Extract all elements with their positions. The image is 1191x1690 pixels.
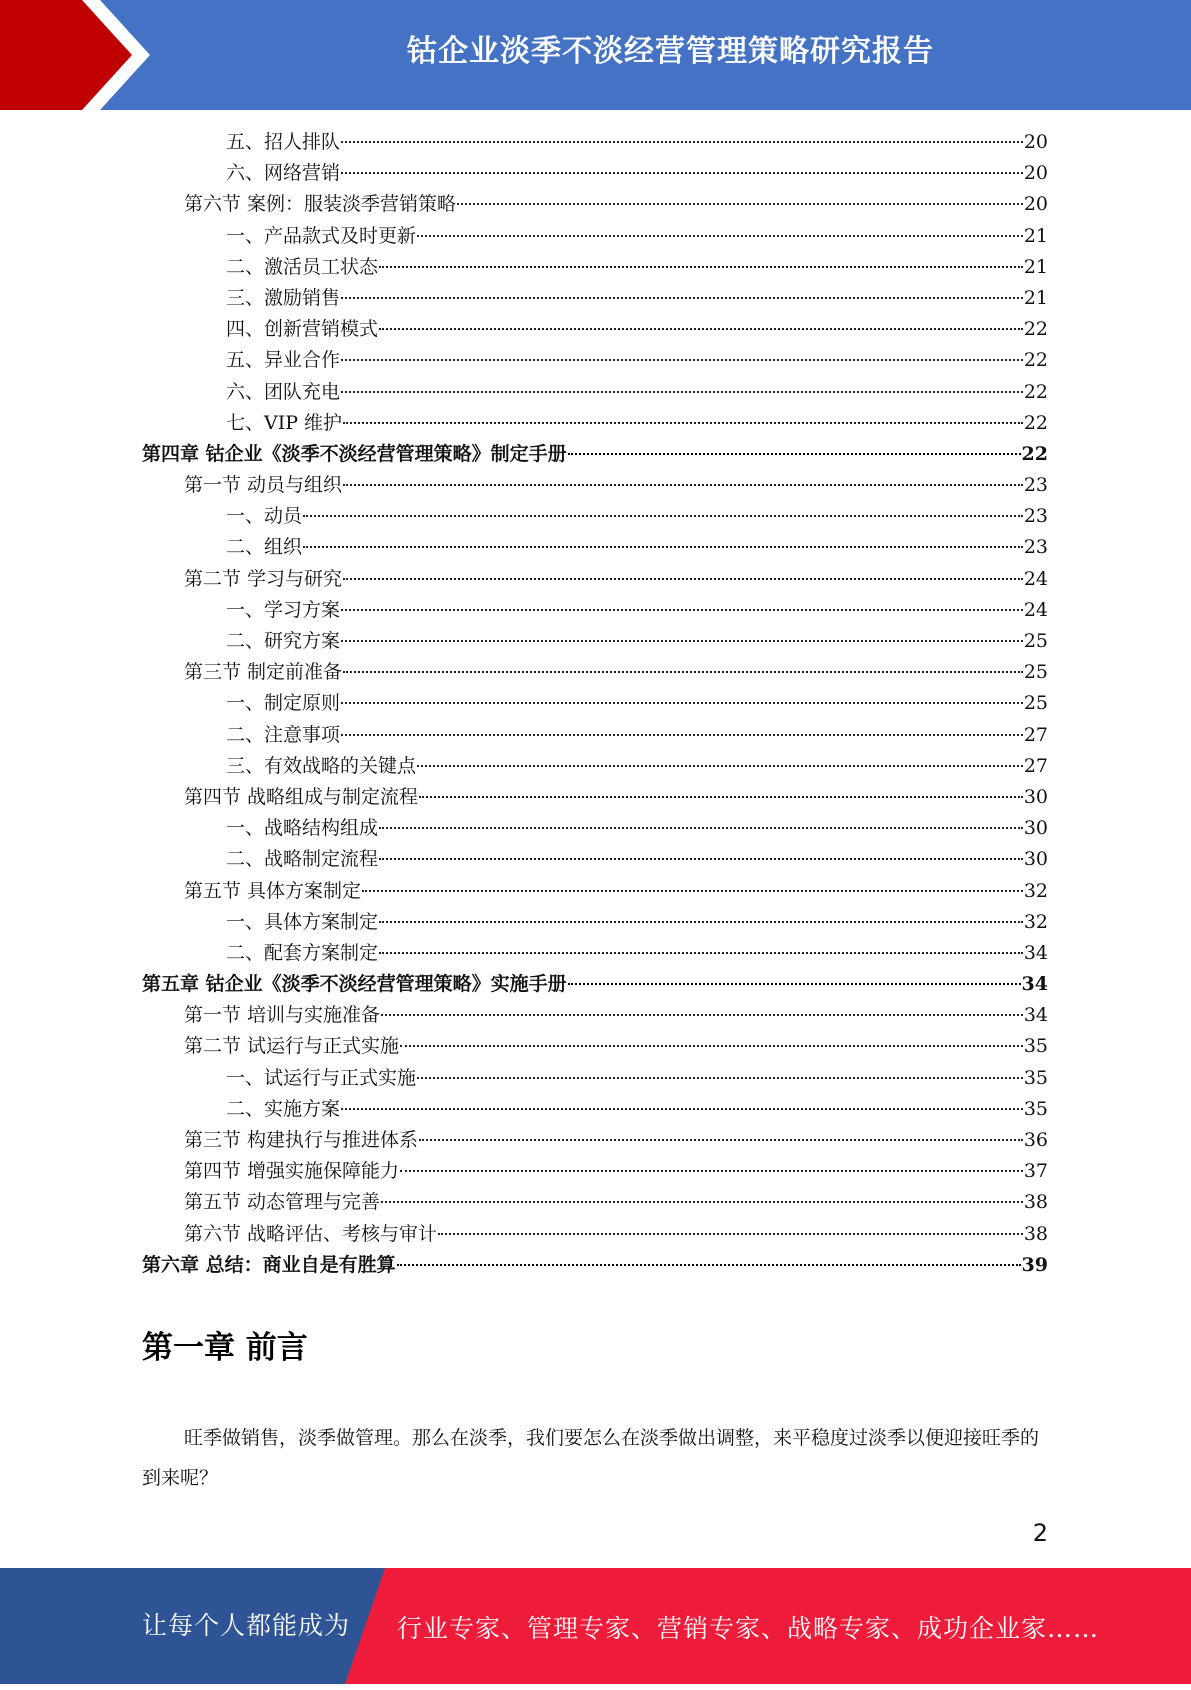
toc-dot-leader xyxy=(341,1108,1023,1110)
toc-entry-page: 21 xyxy=(1023,255,1048,278)
toc-entry[interactable] xyxy=(142,688,1048,719)
toc-dot-leader xyxy=(419,1139,1023,1141)
toc-entry[interactable] xyxy=(142,1187,1048,1218)
toc-entry-label: 六、网络营销 xyxy=(226,162,341,185)
toc-entry-label: 五、招人排队 xyxy=(226,131,341,153)
toc-entry-page: 22 xyxy=(1021,442,1048,465)
toc-entry[interactable] xyxy=(142,1156,1048,1187)
toc-dot-leader xyxy=(362,890,1023,892)
toc-entry-page: 38 xyxy=(1023,1222,1048,1245)
toc-entry-label: 四、创新营销模式 xyxy=(226,318,379,341)
toc-entry-page: 20 xyxy=(1023,193,1048,216)
toc-entry-page: 22 xyxy=(1023,349,1048,372)
toc-dot-leader xyxy=(341,359,1023,361)
page-number: 2 xyxy=(1032,1519,1048,1547)
toc-entry-page: 25 xyxy=(1023,692,1048,715)
toc-dot-leader xyxy=(379,328,1023,330)
toc-entry-label: 二、激活员工状态 xyxy=(226,255,379,278)
toc-entry-label: 第六节 战略评估、考核与审计 xyxy=(184,1222,438,1245)
toc-dot-leader xyxy=(341,734,1023,736)
toc-entry[interactable] xyxy=(142,1031,1048,1062)
toc-entry-page: 22 xyxy=(1023,380,1048,403)
toc-entry-label: 第二节 试运行与正式实施 xyxy=(184,1035,400,1058)
toc-entry[interactable] xyxy=(142,938,1048,969)
toc-entry-label: 五、异业合作 xyxy=(226,349,341,372)
toc-entry[interactable] xyxy=(142,532,1048,563)
toc-dot-leader xyxy=(400,1045,1023,1047)
toc-entry-label: 第四节 增强实施保障能力 xyxy=(184,1160,400,1183)
toc-dot-leader xyxy=(379,858,1023,860)
toc-dot-leader xyxy=(457,203,1023,205)
toc-dot-leader xyxy=(343,422,1023,424)
toc-entry-page: 30 xyxy=(1023,817,1048,840)
toc-dot-leader xyxy=(341,141,1023,143)
toc-entry-page: 21 xyxy=(1023,286,1048,309)
toc-entry-label: 第一节 动员与组织 xyxy=(184,474,343,497)
toc-entry[interactable] xyxy=(142,158,1048,189)
toc-entry-page: 23 xyxy=(1023,474,1048,497)
toc-dot-leader xyxy=(341,297,1023,299)
toc-dot-leader xyxy=(381,1201,1023,1203)
toc-entry[interactable] xyxy=(142,657,1048,688)
toc-dot-leader xyxy=(341,640,1023,642)
toc-entry[interactable] xyxy=(142,439,1048,470)
toc-entry-page: 23 xyxy=(1023,505,1048,528)
toc-entry[interactable] xyxy=(142,221,1048,252)
toc-entry[interactable] xyxy=(142,751,1048,782)
toc-entry-page: 24 xyxy=(1023,567,1048,590)
toc-entry-label: 一、产品款式及时更新 xyxy=(226,224,417,247)
footer-slogan-right: 行业专家、管理专家、营销专家、战略专家、成功企业家…… xyxy=(397,1614,1100,1643)
page-footer xyxy=(0,1568,1191,1684)
toc-entry-page: 34 xyxy=(1023,941,1048,964)
toc-entry[interactable] xyxy=(142,1000,1048,1031)
toc-entry-label: 一、制定原则 xyxy=(226,692,341,715)
header-red-arrow-decoration xyxy=(0,0,140,110)
toc-entry[interactable] xyxy=(142,1219,1048,1250)
toc-entry-label: 第二节 学习与研究 xyxy=(184,567,343,590)
toc-dot-leader xyxy=(379,952,1023,954)
toc-entry-label: 第三节 构建执行与推进体系 xyxy=(184,1129,419,1151)
toc-entry-page: 35 xyxy=(1023,1035,1048,1058)
page-header xyxy=(0,0,1191,110)
toc-entry-page: 23 xyxy=(1023,536,1048,559)
toc-entry[interactable] xyxy=(142,595,1048,626)
toc-entry[interactable] xyxy=(142,252,1048,283)
toc-entry[interactable] xyxy=(142,470,1048,501)
toc-dot-leader xyxy=(438,1233,1023,1235)
toc-entry[interactable] xyxy=(142,1094,1048,1125)
toc-entry-page: 32 xyxy=(1023,910,1048,933)
footer-slogan-left: 让每个人都能成为 xyxy=(142,1611,351,1640)
toc-dot-leader xyxy=(341,609,1023,611)
toc-entry-label: 二、战略制定流程 xyxy=(226,848,379,871)
toc-entry[interactable] xyxy=(142,314,1048,345)
toc-entry-page: 22 xyxy=(1023,411,1048,434)
toc-entry-label: 二、配套方案制定 xyxy=(226,941,379,964)
toc-entry-label: 第五节 动态管理与完善 xyxy=(184,1191,381,1214)
toc-entry-page: 35 xyxy=(1023,1097,1048,1120)
toc-dot-leader xyxy=(379,921,1023,923)
toc-entry[interactable] xyxy=(142,1125,1048,1156)
toc-entry[interactable] xyxy=(142,189,1048,220)
toc-entry-page: 35 xyxy=(1023,1066,1048,1089)
toc-dot-leader xyxy=(343,578,1023,580)
toc-dot-leader xyxy=(417,765,1023,767)
toc-entry[interactable] xyxy=(142,720,1048,751)
intro-paragraph: 旺季做销售，淡季做管理。那么在淡季，我们要怎么在淡季做出调整，来平稳度过淡季以便迎接旺季的到来呢？ xyxy=(142,1427,1040,1489)
toc-entry[interactable] xyxy=(142,782,1048,813)
toc-entry-page: 22 xyxy=(1023,318,1048,341)
toc-entry-label: 第五章 钴企业《淡季不淡经营管理策略》实施手册 xyxy=(142,973,567,996)
toc-entry-label: 六、团队充电 xyxy=(226,380,341,403)
toc-dot-leader xyxy=(417,1077,1023,1079)
toc-dot-leader xyxy=(417,235,1023,237)
toc-dot-leader xyxy=(379,266,1023,268)
toc-dot-leader xyxy=(568,983,1021,985)
toc-dot-leader xyxy=(419,796,1023,798)
chapter-heading: 第一章 前言 xyxy=(142,1330,308,1366)
toc-entry[interactable] xyxy=(142,1063,1048,1094)
toc-entry-label: 第六节 案例：服装淡季营销策略 xyxy=(184,193,457,216)
toc-dot-leader xyxy=(341,702,1023,704)
toc-entry[interactable] xyxy=(142,1250,1048,1281)
toc-entry[interactable] xyxy=(142,813,1048,844)
toc-entry[interactable] xyxy=(142,626,1048,657)
toc-entry-page: 30 xyxy=(1023,785,1048,808)
toc-entry-page: 27 xyxy=(1023,754,1048,777)
toc-entry-label: 第三节 制定前准备 xyxy=(184,661,343,684)
toc-entry-label: 一、学习方案 xyxy=(226,598,341,621)
toc-dot-leader xyxy=(568,453,1021,455)
toc-entry[interactable] xyxy=(142,408,1048,439)
toc-entry[interactable] xyxy=(142,501,1048,532)
toc-entry-page: 25 xyxy=(1023,630,1048,652)
toc-entry-page: 25 xyxy=(1023,661,1048,684)
toc-entry-page: 38 xyxy=(1023,1191,1048,1214)
toc-dot-leader xyxy=(341,172,1023,174)
toc-entry-label: 七、VIP 维护 xyxy=(226,411,343,434)
table-of-contents xyxy=(142,127,1048,1281)
toc-entry[interactable] xyxy=(142,564,1048,595)
toc-entry[interactable] xyxy=(142,876,1048,907)
toc-dot-leader xyxy=(341,391,1023,393)
toc-dot-leader xyxy=(400,1170,1023,1172)
toc-entry-page: 21 xyxy=(1023,224,1048,247)
toc-entry-page: 20 xyxy=(1023,162,1048,185)
toc-entry-label: 一、动员 xyxy=(226,505,303,528)
toc-entry-page: 30 xyxy=(1023,848,1048,871)
toc-entry-page: 34 xyxy=(1023,1004,1048,1027)
toc-entry-label: 一、试运行与正式实施 xyxy=(226,1066,417,1089)
toc-dot-leader xyxy=(303,546,1023,548)
toc-entry[interactable] xyxy=(142,345,1048,376)
toc-entry-label: 一、具体方案制定 xyxy=(226,910,379,933)
toc-dot-leader xyxy=(303,515,1023,517)
toc-entry-label: 第四节 战略组成与制定流程 xyxy=(184,785,419,808)
toc-entry-page: 32 xyxy=(1023,879,1048,902)
toc-dot-leader xyxy=(397,1264,1021,1266)
toc-dot-leader xyxy=(379,827,1023,829)
toc-entry-label: 第六章 总结：商业自是有胜算 xyxy=(142,1253,396,1276)
toc-dot-leader xyxy=(343,484,1023,486)
toc-entry[interactable] xyxy=(142,377,1048,408)
toc-entry[interactable] xyxy=(142,844,1048,875)
header-title: 钴企业淡季不淡经营管理策略研究报告 xyxy=(407,34,934,69)
toc-entry-page: 37 xyxy=(1023,1160,1048,1183)
toc-entry-page: 20 xyxy=(1023,131,1048,153)
toc-entry[interactable] xyxy=(142,907,1048,938)
toc-entry-label: 二、实施方案 xyxy=(226,1097,341,1120)
toc-entry-label: 三、有效战略的关键点 xyxy=(226,754,417,777)
toc-dot-leader xyxy=(343,671,1023,673)
toc-entry-label: 三、激励销售 xyxy=(226,286,341,309)
toc-entry-page: 24 xyxy=(1023,598,1048,621)
toc-entry-label: 一、战略结构组成 xyxy=(226,817,379,840)
toc-entry-page: 27 xyxy=(1023,723,1048,746)
toc-entry-page: 39 xyxy=(1021,1253,1048,1276)
toc-dot-leader xyxy=(381,1014,1023,1016)
toc-entry-label: 二、研究方案 xyxy=(226,630,341,652)
toc-entry-label: 二、组织 xyxy=(226,536,303,559)
toc-entry[interactable] xyxy=(142,283,1048,314)
toc-entry-label: 第四章 钴企业《淡季不淡经营管理策略》制定手册 xyxy=(142,442,567,465)
toc-entry-label: 第五节 具体方案制定 xyxy=(184,879,362,902)
toc-entry-label: 第一节 培训与实施准备 xyxy=(184,1004,381,1027)
toc-entry[interactable] xyxy=(142,127,1048,158)
toc-entry[interactable] xyxy=(142,969,1048,1000)
toc-entry-page: 36 xyxy=(1023,1129,1048,1151)
toc-entry-label: 二、注意事项 xyxy=(226,723,341,746)
toc-entry-page: 34 xyxy=(1021,973,1048,996)
